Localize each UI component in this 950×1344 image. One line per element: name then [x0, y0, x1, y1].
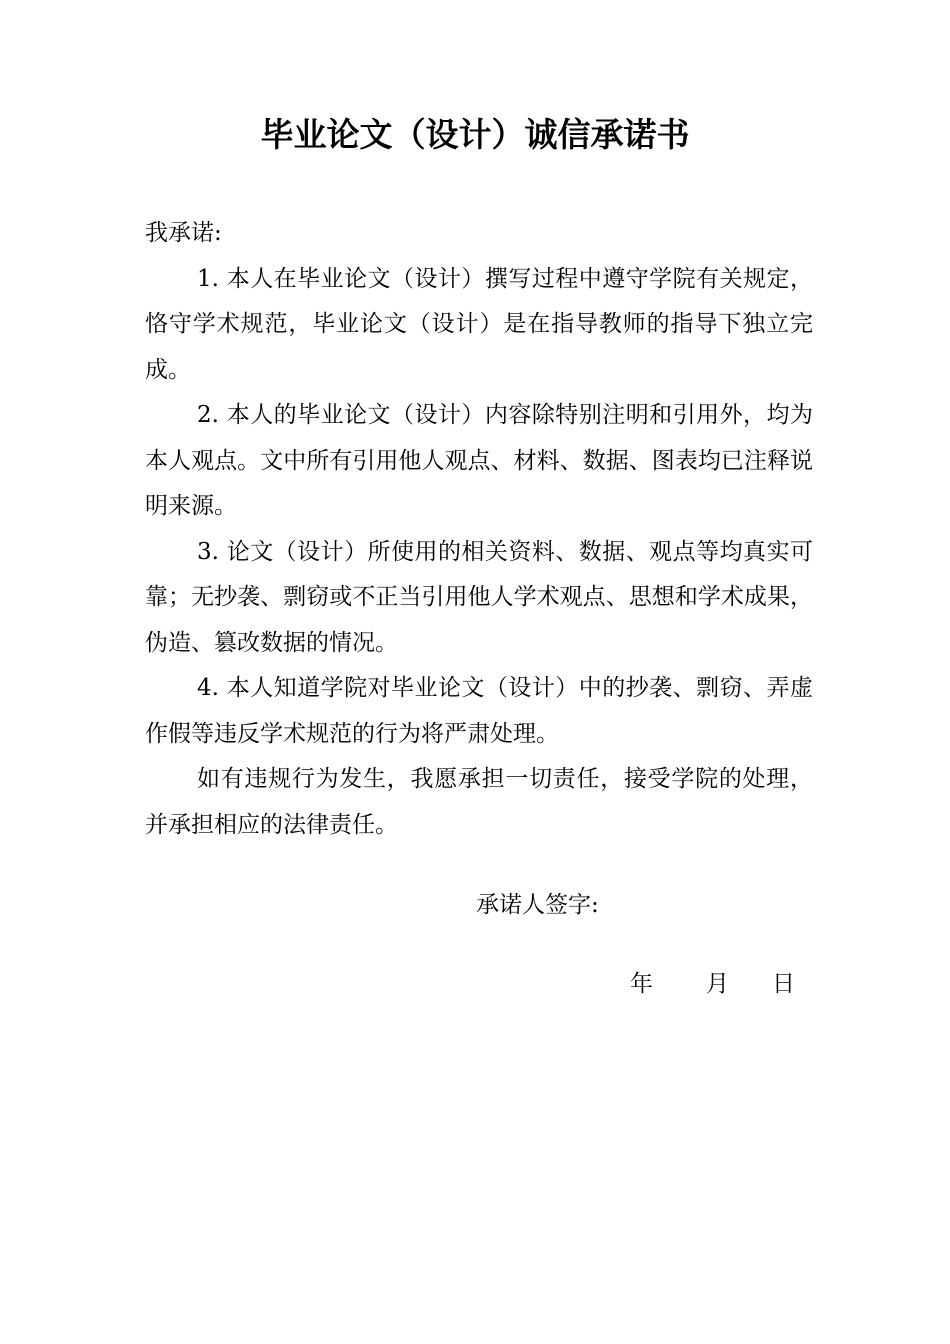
pledge-item-2: 2. 本人的毕业论文（设计）内容除特别注明和引用外，均为本人观点。文中所有引用他人观点、材料、数据、图表均已注释说明来源。: [145, 402, 813, 519]
date-month-label: 月: [706, 971, 729, 997]
document-body: [145, 211, 813, 848]
date-year-label: 年: [630, 971, 653, 997]
intro-line: 我承诺:: [145, 220, 222, 246]
signature-label: 承诺人签字:: [476, 892, 599, 918]
date-day-label: 日: [772, 971, 795, 997]
document-title: 毕业论文（设计）诚信承诺书: [260, 115, 690, 154]
pledge-item-3: 3. 论文（设计）所使用的相关资料、数据、观点等均真实可靠；无抄袭、剽窃或不正当引用他人学术观点、思想和学术成果，伪造、篡改数据的情况。: [145, 538, 813, 656]
pledge-item-4: 4. 本人知道学院对毕业论文（设计）中的抄袭、剽窃、弄虚作假等违反学术规范的行为将严肃处理。: [145, 675, 813, 747]
closing-statement: 如有违规行为发生，我愿承担一切责任，接受学院的处理，并承担相应的法律责任。: [145, 766, 813, 838]
pledge-item-1: 1. 本人在毕业论文（设计）撰写过程中遵守学院有关规定，恪守学术规范，毕业论文（设计）是在指导教师的指导下独立完成。: [145, 265, 813, 383]
